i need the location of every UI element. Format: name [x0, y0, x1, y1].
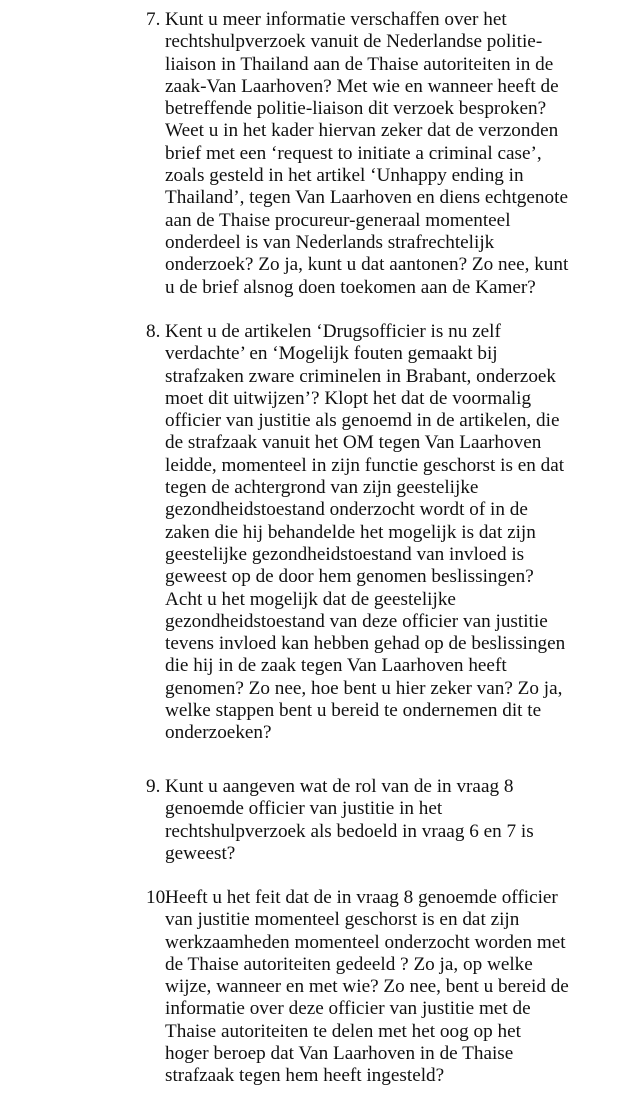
question-text [165, 887, 635, 1088]
text-line: tevens invloed kan hebben gehad op de beslissingen [165, 633, 566, 655]
text-line: Kent u de artikelen ‘Drugsofficier is nu zelf [165, 321, 501, 342]
text-line: rechtshulpverzoek als bedoeld in vraag 6 en 7 is [165, 820, 534, 842]
text-line: officier van justitie als genoemd in de artikelen, die [165, 410, 560, 432]
question-text [165, 321, 635, 745]
text-line: onderdeel is van Nederlands strafrechtelijk [165, 231, 495, 253]
text-line: brief met een ‘request to initiate a criminal case’, [165, 142, 542, 164]
text-line: strafzaken zware criminelen in Brabant, onderzoek [165, 365, 557, 387]
text-line: werkzaamheden momenteel onderzocht worden met [165, 931, 566, 953]
text-line: zoals gesteld in het artikel ‘Unhappy ending in [165, 165, 524, 187]
text-line: de Thaise autoriteiten gedeeld ? Zo ja, op welke [165, 953, 533, 975]
text-line: geestelijke gezondheidstoestand van invloed is [165, 543, 525, 565]
text-line: hoger beroep dat Van Laarhoven in de Thaise [165, 1043, 514, 1065]
text-line: Thaise autoriteiten te delen met het oog op het [165, 1020, 521, 1042]
text-line: liaison in Thailand aan de Thaise autoriteiten in de [165, 53, 554, 75]
text-line: onderzoek? Zo ja, kunt u dat aantonen? Zo nee, kunt [165, 254, 569, 276]
text-line: Thailand’, tegen Van Laarhoven en diens echtgenote [165, 187, 568, 209]
question-number: 7. [146, 9, 161, 30]
text-line: zaak-Van Laarhoven? Met wie en wanneer heeft de [165, 75, 559, 97]
text-line: verdachte’ en ‘Mogelijk fouten gemaakt bij [165, 343, 498, 365]
text-line: informatie over deze officier van justitie met de [165, 998, 531, 1020]
text-line: geweest op de door hem genomen beslissingen? [165, 566, 534, 588]
text-line: Acht u het mogelijk dat de geestelijke [165, 588, 456, 610]
text-line: zaken die hij behandelde het mogelijk is dat zijn [165, 521, 536, 543]
question-number: 8. [146, 321, 161, 342]
text-line: gezondheidstoestand van deze officier van justitie [165, 610, 548, 632]
text-line: aan de Thaise procureur-generaal momenteel [165, 209, 511, 231]
text-line: genoemde officier van justitie in het [165, 798, 443, 820]
question-number: 10. [146, 887, 170, 908]
question-number: 9. [146, 776, 161, 797]
text-line: wijze, wanneer en met wie? Zo nee, bent u bereid de [165, 976, 569, 998]
text-line: u de brief alsnog doen toekomen aan de Kamer? [165, 276, 536, 298]
text-line: betreffende politie-liaison dit verzoek besproken? [165, 98, 547, 120]
question-text [165, 9, 635, 299]
text-line: Heeft u het feit dat de in vraag 8 genoemde officier [165, 887, 558, 908]
text-line: moet dit uitwijzen’? Klopt het dat de voormalig [165, 387, 532, 409]
text-line: geweest? [165, 842, 236, 864]
question-text [165, 776, 635, 865]
text-line: van justitie momenteel geschorst is en dat zijn [165, 909, 520, 931]
text-line: die hij in de zaak tegen Van Laarhoven heeft [165, 655, 507, 677]
text-line: rechtshulpverzoek vanuit de Nederlandse politie- [165, 31, 543, 53]
text-line: leidde, momenteel in zijn functie geschorst is en dat [165, 454, 565, 476]
text-line: Weet u in het kader hiervan zeker dat de verzonden [165, 120, 559, 142]
text-line: de strafzaak vanuit het OM tegen Van Laarhoven [165, 432, 542, 454]
text-line: tegen de achtergrond van zijn geestelijke [165, 477, 479, 499]
text-line: gezondheidstoestand onderzocht wordt of in de [165, 499, 528, 521]
text-line: welke stappen bent u bereid te ondernemen dit te [165, 700, 542, 722]
text-line: genomen? Zo nee, hoe bent u hier zeker van? Zo ja, [165, 677, 563, 699]
text-line: strafzaak tegen hem heeft ingesteld? [165, 1065, 445, 1087]
text-line: Kunt u meer informatie verschaffen over het [165, 9, 507, 30]
text-line: Kunt u aangeven wat de rol van de in vraag 8 [165, 776, 514, 797]
text-line: onderzoeken? [165, 722, 272, 744]
